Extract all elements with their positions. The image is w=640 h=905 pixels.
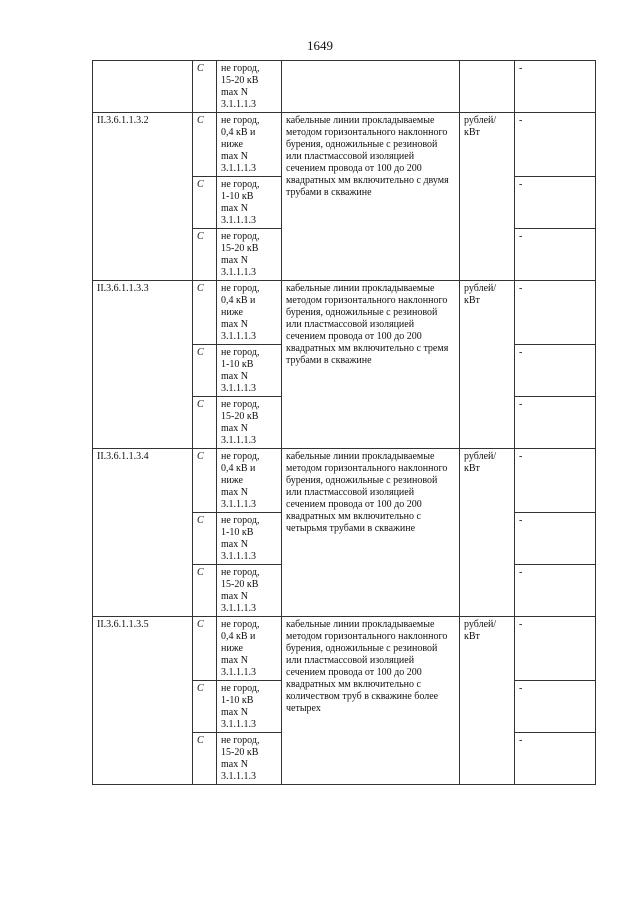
condition-cell <box>217 281 282 345</box>
condition-line: max N <box>221 87 248 98</box>
item-code-cell: II.3.6.1.1.3.4 <box>93 449 193 617</box>
category-cell: C <box>193 61 217 113</box>
condition-cell <box>217 113 282 177</box>
condition-line: max N <box>221 255 248 266</box>
condition-line: max N <box>221 759 248 770</box>
rates-table-body <box>93 61 596 785</box>
table-row <box>93 281 596 345</box>
value-cell: - <box>515 565 596 617</box>
unit-cell: рублей/ кВт <box>460 449 515 617</box>
condition-cell <box>217 565 282 617</box>
condition-line: 3.1.1.1.3 <box>221 215 256 226</box>
condition-line: 15-20 кВ <box>221 579 259 590</box>
condition-cell <box>217 449 282 513</box>
value-cell: - <box>515 345 596 397</box>
condition-line: max N <box>221 655 248 666</box>
value-cell: - <box>515 397 596 449</box>
category-cell: C <box>193 281 217 345</box>
condition-line: 1-10 кВ <box>221 191 254 202</box>
condition-cell <box>217 733 282 785</box>
condition-cell <box>217 617 282 681</box>
value-cell: - <box>515 113 596 177</box>
condition-line: max N <box>221 539 248 550</box>
category-cell: C <box>193 733 217 785</box>
condition-line: не город, <box>221 451 260 462</box>
unit-cell: рублей/ кВт <box>460 617 515 785</box>
unit-cell <box>460 61 515 113</box>
condition-line: 3.1.1.1.3 <box>221 771 256 782</box>
condition-line: не город, <box>221 515 260 526</box>
page-number: 1649 <box>307 38 333 53</box>
unit-cell: рублей/ кВт <box>460 113 515 281</box>
category-cell: C <box>193 513 217 565</box>
condition-cell <box>217 397 282 449</box>
condition-line: 15-20 кВ <box>221 411 259 422</box>
table-row <box>93 113 596 177</box>
table-row <box>93 61 596 113</box>
category-cell: C <box>193 345 217 397</box>
category-cell: C <box>193 177 217 229</box>
description-cell <box>282 61 460 113</box>
unit-cell: рублей/ кВт <box>460 281 515 449</box>
category-cell: C <box>193 565 217 617</box>
item-code-cell: II.3.6.1.1.3.5 <box>93 617 193 785</box>
condition-line: ниже <box>221 475 243 486</box>
condition-line: 15-20 кВ <box>221 75 259 86</box>
condition-line: max N <box>221 371 248 382</box>
condition-line: ниже <box>221 139 243 150</box>
condition-line: не город, <box>221 567 260 578</box>
condition-line: 3.1.1.1.3 <box>221 435 256 446</box>
condition-line: ниже <box>221 307 243 318</box>
description-cell: кабельные линии прокладываемые методом горизонтального наклонного бурения, одножильные с резиновой или пластмассовой изоляцией сечением провода от 100 до 200 квадратных мм включительно с четырьмя трубами в скважине <box>282 449 460 617</box>
value-cell: - <box>515 681 596 733</box>
category-cell: C <box>193 113 217 177</box>
condition-line: 3.1.1.1.3 <box>221 551 256 562</box>
condition-line: max N <box>221 707 248 718</box>
condition-line: 3.1.1.1.3 <box>221 267 256 278</box>
condition-line: не город, <box>221 231 260 242</box>
condition-line: max N <box>221 151 248 162</box>
value-cell: - <box>515 513 596 565</box>
description-cell: кабельные линии прокладываемые методом горизонтального наклонного бурения, одножильные с резиновой или пластмассовой изоляцией сечением провода от 100 до 200 квадратных мм включительно с двумя трубами в скважине <box>282 113 460 281</box>
condition-line: не город, <box>221 619 260 630</box>
category-cell: C <box>193 229 217 281</box>
description-cell: кабельные линии прокладываемые методом горизонтального наклонного бурения, одножильные с резиновой или пластмассовой изоляцией сечением провода от 100 до 200 квадратных мм включительно с тремя трубами в скважине <box>282 281 460 449</box>
condition-line: не город, <box>221 683 260 694</box>
condition-line: 15-20 кВ <box>221 747 259 758</box>
item-code-cell: II.3.6.1.1.3.3 <box>93 281 193 449</box>
condition-line: 1-10 кВ <box>221 359 254 370</box>
condition-line: не город, <box>221 735 260 746</box>
value-cell: - <box>515 617 596 681</box>
description-cell: кабельные линии прокладываемые методом горизонтального наклонного бурения, одножильные с резиновой или пластмассовой изоляцией сечением провода от 100 до 200 квадратных мм включительно с количеством труб в скважине более четырех <box>282 617 460 785</box>
item-code-cell: II.3.6.1.1.3.2 <box>93 113 193 281</box>
table-row <box>93 449 596 513</box>
condition-line: 3.1.1.1.3 <box>221 603 256 614</box>
category-cell: C <box>193 397 217 449</box>
condition-cell <box>217 681 282 733</box>
category-cell: C <box>193 449 217 513</box>
value-cell: - <box>515 733 596 785</box>
condition-line: 1-10 кВ <box>221 695 254 706</box>
condition-line: 3.1.1.1.3 <box>221 331 256 342</box>
condition-line: 0,4 кВ и <box>221 463 256 474</box>
condition-cell <box>217 177 282 229</box>
value-cell: - <box>515 229 596 281</box>
condition-line: 15-20 кВ <box>221 243 259 254</box>
condition-line: 0,4 кВ и <box>221 127 256 138</box>
condition-line: не город, <box>221 399 260 410</box>
condition-cell <box>217 61 282 113</box>
condition-line: 3.1.1.1.3 <box>221 667 256 678</box>
condition-cell <box>217 513 282 565</box>
condition-line: 3.1.1.1.3 <box>221 163 256 174</box>
condition-line: 3.1.1.1.3 <box>221 99 256 110</box>
condition-line: 3.1.1.1.3 <box>221 499 256 510</box>
condition-line: max N <box>221 487 248 498</box>
condition-line: не город, <box>221 115 260 126</box>
condition-line: max N <box>221 591 248 602</box>
category-cell: C <box>193 681 217 733</box>
condition-line: не город, <box>221 179 260 190</box>
rates-table <box>92 60 596 785</box>
item-code-cell <box>93 61 193 113</box>
condition-line: ниже <box>221 643 243 654</box>
condition-cell <box>217 345 282 397</box>
condition-line: 0,4 кВ и <box>221 631 256 642</box>
condition-line: не город, <box>221 347 260 358</box>
value-cell: - <box>515 61 596 113</box>
condition-line: 1-10 кВ <box>221 527 254 538</box>
condition-line: max N <box>221 319 248 330</box>
condition-line: не город, <box>221 63 260 74</box>
category-cell: C <box>193 617 217 681</box>
value-cell: - <box>515 281 596 345</box>
condition-line: max N <box>221 423 248 434</box>
condition-line: max N <box>221 203 248 214</box>
condition-line: не город, <box>221 283 260 294</box>
value-cell: - <box>515 449 596 513</box>
value-cell: - <box>515 177 596 229</box>
condition-line: 0,4 кВ и <box>221 295 256 306</box>
condition-line: 3.1.1.1.3 <box>221 383 256 394</box>
table-row <box>93 617 596 681</box>
condition-line: 3.1.1.1.3 <box>221 719 256 730</box>
condition-cell <box>217 229 282 281</box>
